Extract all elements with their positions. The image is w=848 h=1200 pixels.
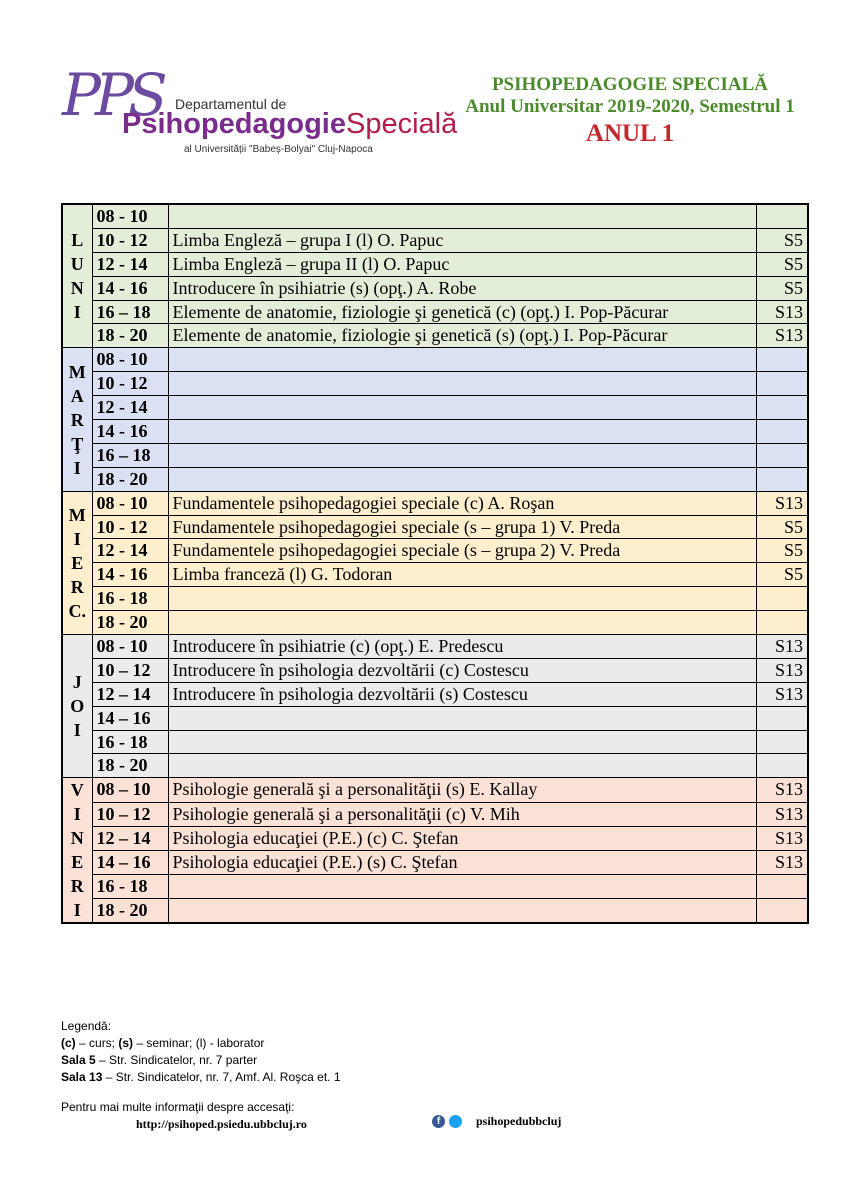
course-cell: Psihologie generală şi a personalităţii (s) E. Kallay <box>168 778 756 802</box>
room-cell: S13 <box>756 491 808 515</box>
day-label <box>62 204 92 348</box>
course-cell <box>168 420 756 444</box>
legend-c: (c) <box>61 1036 76 1050</box>
schedule-row <box>62 228 808 252</box>
course-cell <box>168 754 756 778</box>
time-slot: 14 – 16 <box>92 850 168 874</box>
schedule-row <box>62 539 808 563</box>
room-cell: S13 <box>756 826 808 850</box>
schedule-row <box>62 300 808 324</box>
time-slot: 16 - 18 <box>92 730 168 754</box>
time-slot: 14 - 16 <box>92 563 168 587</box>
room-cell <box>756 899 808 924</box>
course-cell: Limba Engleză – grupa I (l) O. Papuc <box>168 228 756 252</box>
sala5-label: Sala 5 <box>61 1053 96 1067</box>
schedule-row <box>62 899 808 924</box>
room-cell: S5 <box>756 276 808 300</box>
schedule-table <box>61 203 809 924</box>
time-slot: 16 - 18 <box>92 587 168 611</box>
schedule-row <box>62 778 808 802</box>
course-cell: Introducere în psihiatrie (s) (opţ.) A. Robe <box>168 276 756 300</box>
time-slot: 12 – 14 <box>92 826 168 850</box>
day-letter: I <box>73 457 81 478</box>
time-slot: 18 - 20 <box>92 754 168 778</box>
day-letter: C. <box>68 600 86 621</box>
legend <box>61 1018 341 1086</box>
course-cell: Limba franceză (l) G. Todoran <box>168 563 756 587</box>
social-links <box>432 1114 561 1129</box>
time-slot: 18 - 20 <box>92 899 168 924</box>
course-cell: Elemente de anatomie, fiziologie şi genetică (c) (opţ.) I. Pop-Păcurar <box>168 300 756 324</box>
schedule-row <box>62 730 808 754</box>
day-letter: L <box>71 230 84 251</box>
logo-dept-line: Departamentul de <box>175 96 287 112</box>
time-slot: 18 - 20 <box>92 324 168 348</box>
course-cell: Introducere în psihologia dezvoltării (s) Costescu <box>168 682 756 706</box>
room-cell <box>756 372 808 396</box>
program-title: PSIHOPEDAGOGIE SPECIALĂ <box>491 74 769 95</box>
room-cell: S13 <box>756 850 808 874</box>
time-slot: 08 - 10 <box>92 348 168 372</box>
page-header <box>420 74 840 150</box>
day-letter: A <box>70 385 84 406</box>
day-letter: I <box>73 720 81 741</box>
course-cell: Fundamentele psihopedagogiei speciale (s – grupa 1) V. Preda <box>168 515 756 539</box>
day-letter: N <box>70 828 84 849</box>
legend-s: (s) <box>118 1036 134 1050</box>
schedule-row <box>62 658 808 682</box>
time-slot: 08 - 10 <box>92 204 168 228</box>
course-cell <box>168 875 756 899</box>
course-cell <box>168 467 756 491</box>
course-cell: Fundamentele psihopedagogiei speciale (s – grupa 2) V. Preda <box>168 539 756 563</box>
course-cell <box>168 730 756 754</box>
schedule-row <box>62 372 808 396</box>
schedule-row <box>62 348 808 372</box>
legend-seminar-lab: – seminar; (l) - laborator <box>133 1036 265 1050</box>
room-cell: S5 <box>756 539 808 563</box>
course-cell: Psihologia educaţiei (P.E.) (s) C. Ştefan <box>168 850 756 874</box>
room-cell <box>756 875 808 899</box>
course-cell: Limba Engleză – grupa II (l) O. Papuc <box>168 252 756 276</box>
room-cell <box>756 396 808 420</box>
day-letter: I <box>73 900 81 921</box>
course-cell <box>168 611 756 635</box>
schedule-row <box>62 443 808 467</box>
course-cell <box>168 706 756 730</box>
time-slot: 12 – 14 <box>92 682 168 706</box>
course-cell <box>168 396 756 420</box>
schedule-row <box>62 420 808 444</box>
room-cell <box>756 348 808 372</box>
day-letter: E <box>71 552 84 573</box>
course-cell: Psihologia educaţiei (P.E.) (c) C. Ştefan <box>168 826 756 850</box>
legend-curs: – curs; <box>75 1036 119 1050</box>
day-letter: N <box>70 278 84 299</box>
time-slot: 08 - 10 <box>92 491 168 515</box>
facebook-icon[interactable]: f <box>432 1115 445 1128</box>
schedule-row <box>62 754 808 778</box>
time-slot: 10 – 12 <box>92 658 168 682</box>
time-slot: 12 - 14 <box>92 539 168 563</box>
twitter-icon[interactable] <box>449 1115 462 1128</box>
logo-sub-line: al Universității "Babeș-Bolyai" Cluj-Napoca <box>184 144 373 155</box>
academic-year: Anul Universitar 2019-2020, Semestrul 1 <box>465 96 795 117</box>
day-letter: U <box>70 254 84 275</box>
course-cell: Elemente de anatomie, fiziologie şi genetică (s) (opţ.) I. Pop-Păcurar <box>168 324 756 348</box>
schedule-row <box>62 802 808 826</box>
course-cell <box>168 899 756 924</box>
room-cell: S5 <box>756 228 808 252</box>
schedule-row <box>62 491 808 515</box>
time-slot: 18 - 20 <box>92 467 168 491</box>
schedule-row <box>62 515 808 539</box>
room-cell: S5 <box>756 252 808 276</box>
day-letter: V <box>70 780 84 801</box>
legend-types <box>61 1035 341 1052</box>
room-cell: S13 <box>756 324 808 348</box>
time-slot: 10 - 12 <box>92 515 168 539</box>
logo-main-part1: Psihopedagogie <box>122 108 346 140</box>
schedule-row <box>62 587 808 611</box>
room-cell <box>756 587 808 611</box>
logo-main-part2: Specială <box>345 108 458 140</box>
sala13-label: Sala 13 <box>61 1070 103 1084</box>
legend-title: Legendă: <box>61 1019 112 1033</box>
time-slot: 16 – 18 <box>92 300 168 324</box>
course-cell <box>168 372 756 396</box>
day-letter: I <box>73 804 81 825</box>
day-letter: M <box>68 504 86 525</box>
schedule-row <box>62 850 808 874</box>
course-cell <box>168 204 756 228</box>
room-cell <box>756 754 808 778</box>
day-letter: I <box>73 528 81 549</box>
study-year: ANUL 1 <box>585 120 675 147</box>
room-cell: S13 <box>756 802 808 826</box>
schedule-row <box>62 276 808 300</box>
department-logo <box>62 61 458 160</box>
logo-main-text <box>122 110 457 139</box>
day-letter: E <box>71 852 84 873</box>
social-handle[interactable]: psihopedubbcluj <box>476 1114 562 1128</box>
time-slot: 14 – 16 <box>92 706 168 730</box>
room-cell: S13 <box>756 635 808 659</box>
room-cell <box>756 420 808 444</box>
time-slot: 08 - 10 <box>92 635 168 659</box>
website-link[interactable]: http://psihoped.psiedu.ubbcluj.ro <box>136 1117 307 1131</box>
time-slot: 12 - 14 <box>92 252 168 276</box>
schedule-row <box>62 826 808 850</box>
day-letter: R <box>70 876 84 897</box>
day-letter: M <box>68 361 86 382</box>
schedule-row <box>62 324 808 348</box>
room-cell <box>756 204 808 228</box>
time-slot: 10 - 12 <box>92 372 168 396</box>
schedule-row <box>62 467 808 491</box>
logo-letters: PPS <box>62 61 162 129</box>
day-label <box>62 491 92 634</box>
day-letter: R <box>70 409 84 430</box>
info-text: Pentru mai multe informaţii despre accesaţi: <box>61 1100 295 1114</box>
day-label <box>62 348 92 491</box>
room-cell: S5 <box>756 515 808 539</box>
day-letter: O <box>70 696 85 717</box>
schedule-row <box>62 635 808 659</box>
time-slot: 16 - 18 <box>92 875 168 899</box>
sala5-text: – Str. Sindicatelor, nr. 7 parter <box>95 1053 258 1067</box>
course-cell: Introducere în psihiatrie (c) (opţ.) E. Predescu <box>168 635 756 659</box>
time-slot: 16 – 18 <box>92 443 168 467</box>
course-cell: Fundamentele psihopedagogiei speciale (c) A. Roşan <box>168 491 756 515</box>
time-slot: 10 – 12 <box>92 802 168 826</box>
schedule-row <box>62 875 808 899</box>
sala13-text: – Str. Sindicatelor, nr. 7, Amf. Al. Roşca et. 1 <box>102 1070 341 1084</box>
time-slot: 10 - 12 <box>92 228 168 252</box>
course-cell <box>168 587 756 611</box>
room-cell: S13 <box>756 778 808 802</box>
schedule-row <box>62 396 808 420</box>
room-cell <box>756 443 808 467</box>
day-letter: J <box>72 672 82 693</box>
day-letter: I <box>73 302 81 323</box>
day-letter: R <box>70 576 84 597</box>
course-cell <box>168 443 756 467</box>
legend-sala5 <box>61 1052 341 1069</box>
room-cell <box>756 611 808 635</box>
day-letter: Ţ <box>71 433 84 454</box>
time-slot: 14 - 16 <box>92 276 168 300</box>
schedule-row <box>62 204 808 228</box>
room-cell: S13 <box>756 300 808 324</box>
room-cell: S13 <box>756 658 808 682</box>
schedule-row <box>62 682 808 706</box>
time-slot: 12 - 14 <box>92 396 168 420</box>
time-slot: 18 - 20 <box>92 611 168 635</box>
room-cell: S13 <box>756 682 808 706</box>
room-cell <box>756 706 808 730</box>
course-cell: Introducere în psihologia dezvoltării (c) Costescu <box>168 658 756 682</box>
schedule-row <box>62 611 808 635</box>
day-label <box>62 778 92 924</box>
room-cell <box>756 730 808 754</box>
time-slot: 08 – 10 <box>92 778 168 802</box>
room-cell: S5 <box>756 563 808 587</box>
schedule-row <box>62 563 808 587</box>
room-cell <box>756 467 808 491</box>
day-label <box>62 635 92 778</box>
course-cell <box>168 348 756 372</box>
course-cell: Psihologie generală şi a personalităţii (c) V. Mih <box>168 802 756 826</box>
schedule-row <box>62 706 808 730</box>
legend-sala13 <box>61 1069 341 1086</box>
schedule-row <box>62 252 808 276</box>
time-slot: 14 - 16 <box>92 420 168 444</box>
